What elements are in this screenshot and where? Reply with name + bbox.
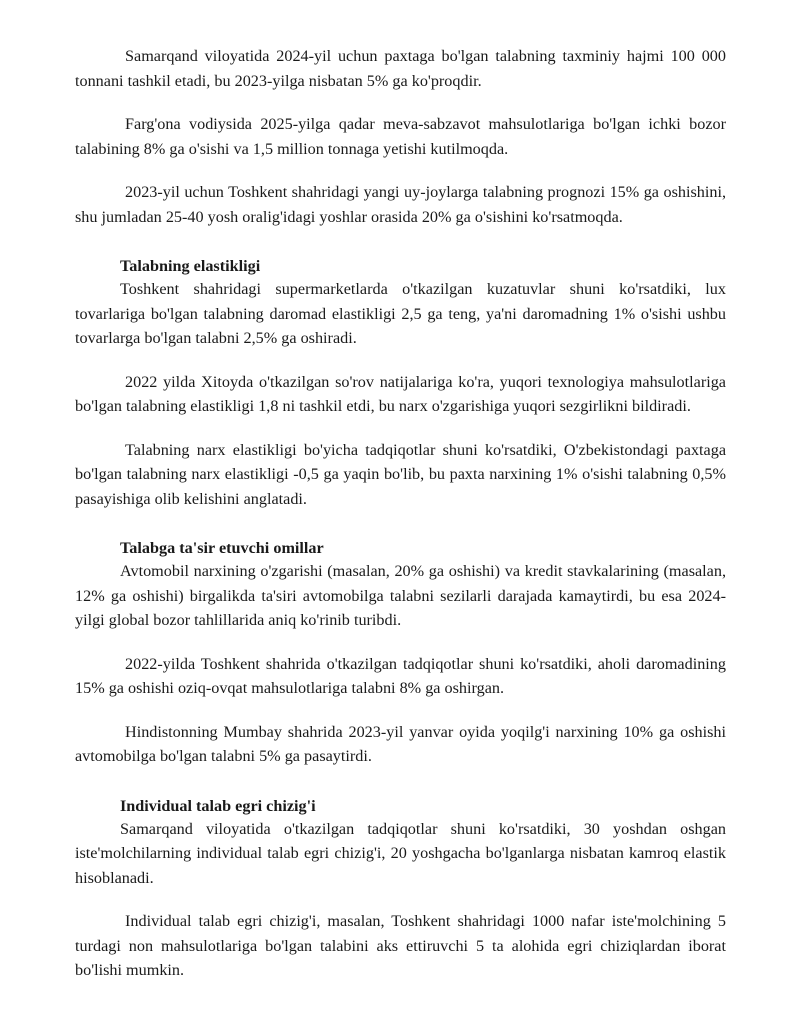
paragraph-lux-income-elasticity: Toshkent shahridagi supermarketlarda o'tkazilgan kuzatuvlar shuni ko'rsatdiki, lux tovarlariga bo'lgan talabning daromad elastikligi 2,5 ga teng, ya'ni daromadning 1% o'sishi ushbu tovarlarga bo'lgan talabni 2,5% ga oshiradi.	[75, 280, 726, 347]
heading-individual-demand-curve: Individual talab egri chizig'i	[120, 796, 316, 815]
heading-demand-factors: Talabga ta'sir etuvchi omillar	[120, 539, 324, 557]
paragraph-mumbai-fuel: Hindistonning Mumbay shahrida 2023-yil yanvar oyida yoqilg'i narxining 10% ga oshishi avtomobilga bo'lgan talabni 5% ga pasaytirdi.	[75, 722, 726, 765]
paragraph-samarkand-consumers: Samarqand viloyatida o'tkazilgan tadqiqotlar shuni ko'rsatdiki, 30 yoshdan oshgan iste'molchilarning individual talab egri chizig'i, 20 yoshgacha bo'lganlarga nisbatan kamroq elastik hisoblanadi.	[75, 819, 726, 887]
paragraph-cotton-demand: Samarqand viloyatida 2024-yil uchun paxtaga bo'lgan talabning taxminiy hajmi 100 000 tonnani tashkil etadi, bu 2023-yilga nisbatan 5% ga ko'proqdir.	[75, 47, 726, 90]
paragraph-bread-demand-curves: Individual talab egri chizig'i, masalan, Toshkent shahridagi 1000 nafar iste'molchining 5 turdagi non mahsulotlariga bo'lgan talabini aks ettiruvchi 5 ta alohida egri chiziqlardan iborat bo'lishi mumkin.	[75, 912, 726, 979]
document-page	[75, 44, 726, 983]
paragraph-cotton-price-elasticity: Talabning narx elastikligi bo'yicha tadqiqotlar shuni ko'rsatdiki, O'zbekistondagi paxtaga bo'lgan talabning narx elastikligi -0,5 ga yaqin bo'lib, bu paxta narxining 1% o'sishi talabning 0,5% pasayishiga olib kelishini anglatadi.	[75, 440, 726, 508]
paragraph-car-price-credit: Avtomobil narxining o'zgarishi (masalan, 20% ga oshishi) va kredit stavkalarining (masalan, 12% ga oshishi) birgalikda ta'siri avtomobilga talabni sezilarli darajada kamaytirdi, bu esa 2024-yilgi global bozor tahlillarida aniq ko'rinib turibdi.	[75, 562, 726, 629]
paragraph-china-tech-elasticity: 2022 yilda Xitoyda o'tkazilgan so'rov natijalariga ko'ra, yuqori texnologiya mahsulotlariga bo'lgan talabning elastikligi 1,8 ni tashkil etdi, bu narx o'zgarishiga yuqori sezgirlikni bildiradi.	[75, 372, 726, 415]
paragraph-fergana-produce: Farg'ona vodiysida 2025-yilga qadar meva-sabzavot mahsulotlariga bo'lgan ichki bozor talabining 8% ga o'sishi va 1,5 million tonnaga yetishi kutilmoqda.	[75, 115, 726, 158]
paragraph-housing-forecast: 2023-yil uchun Toshkent shahridagi yangi uy-joylarga talabning prognozi 15% ga oshishini, shu jumladan 25-40 yosh oralig'idagi yoshlar orasida 20% ga o'sishini ko'rsatmoqda.	[75, 183, 726, 226]
paragraph-income-food-demand: 2022-yilda Toshkent shahrida o'tkazilgan tadqiqotlar shuni ko'rsatdiki, aholi daromadining 15% ga oshishi oziq-ovqat mahsulotlariga talabni 8% ga oshirgan.	[75, 654, 726, 697]
heading-demand-elasticity: Talabning elastikligi	[120, 257, 261, 275]
